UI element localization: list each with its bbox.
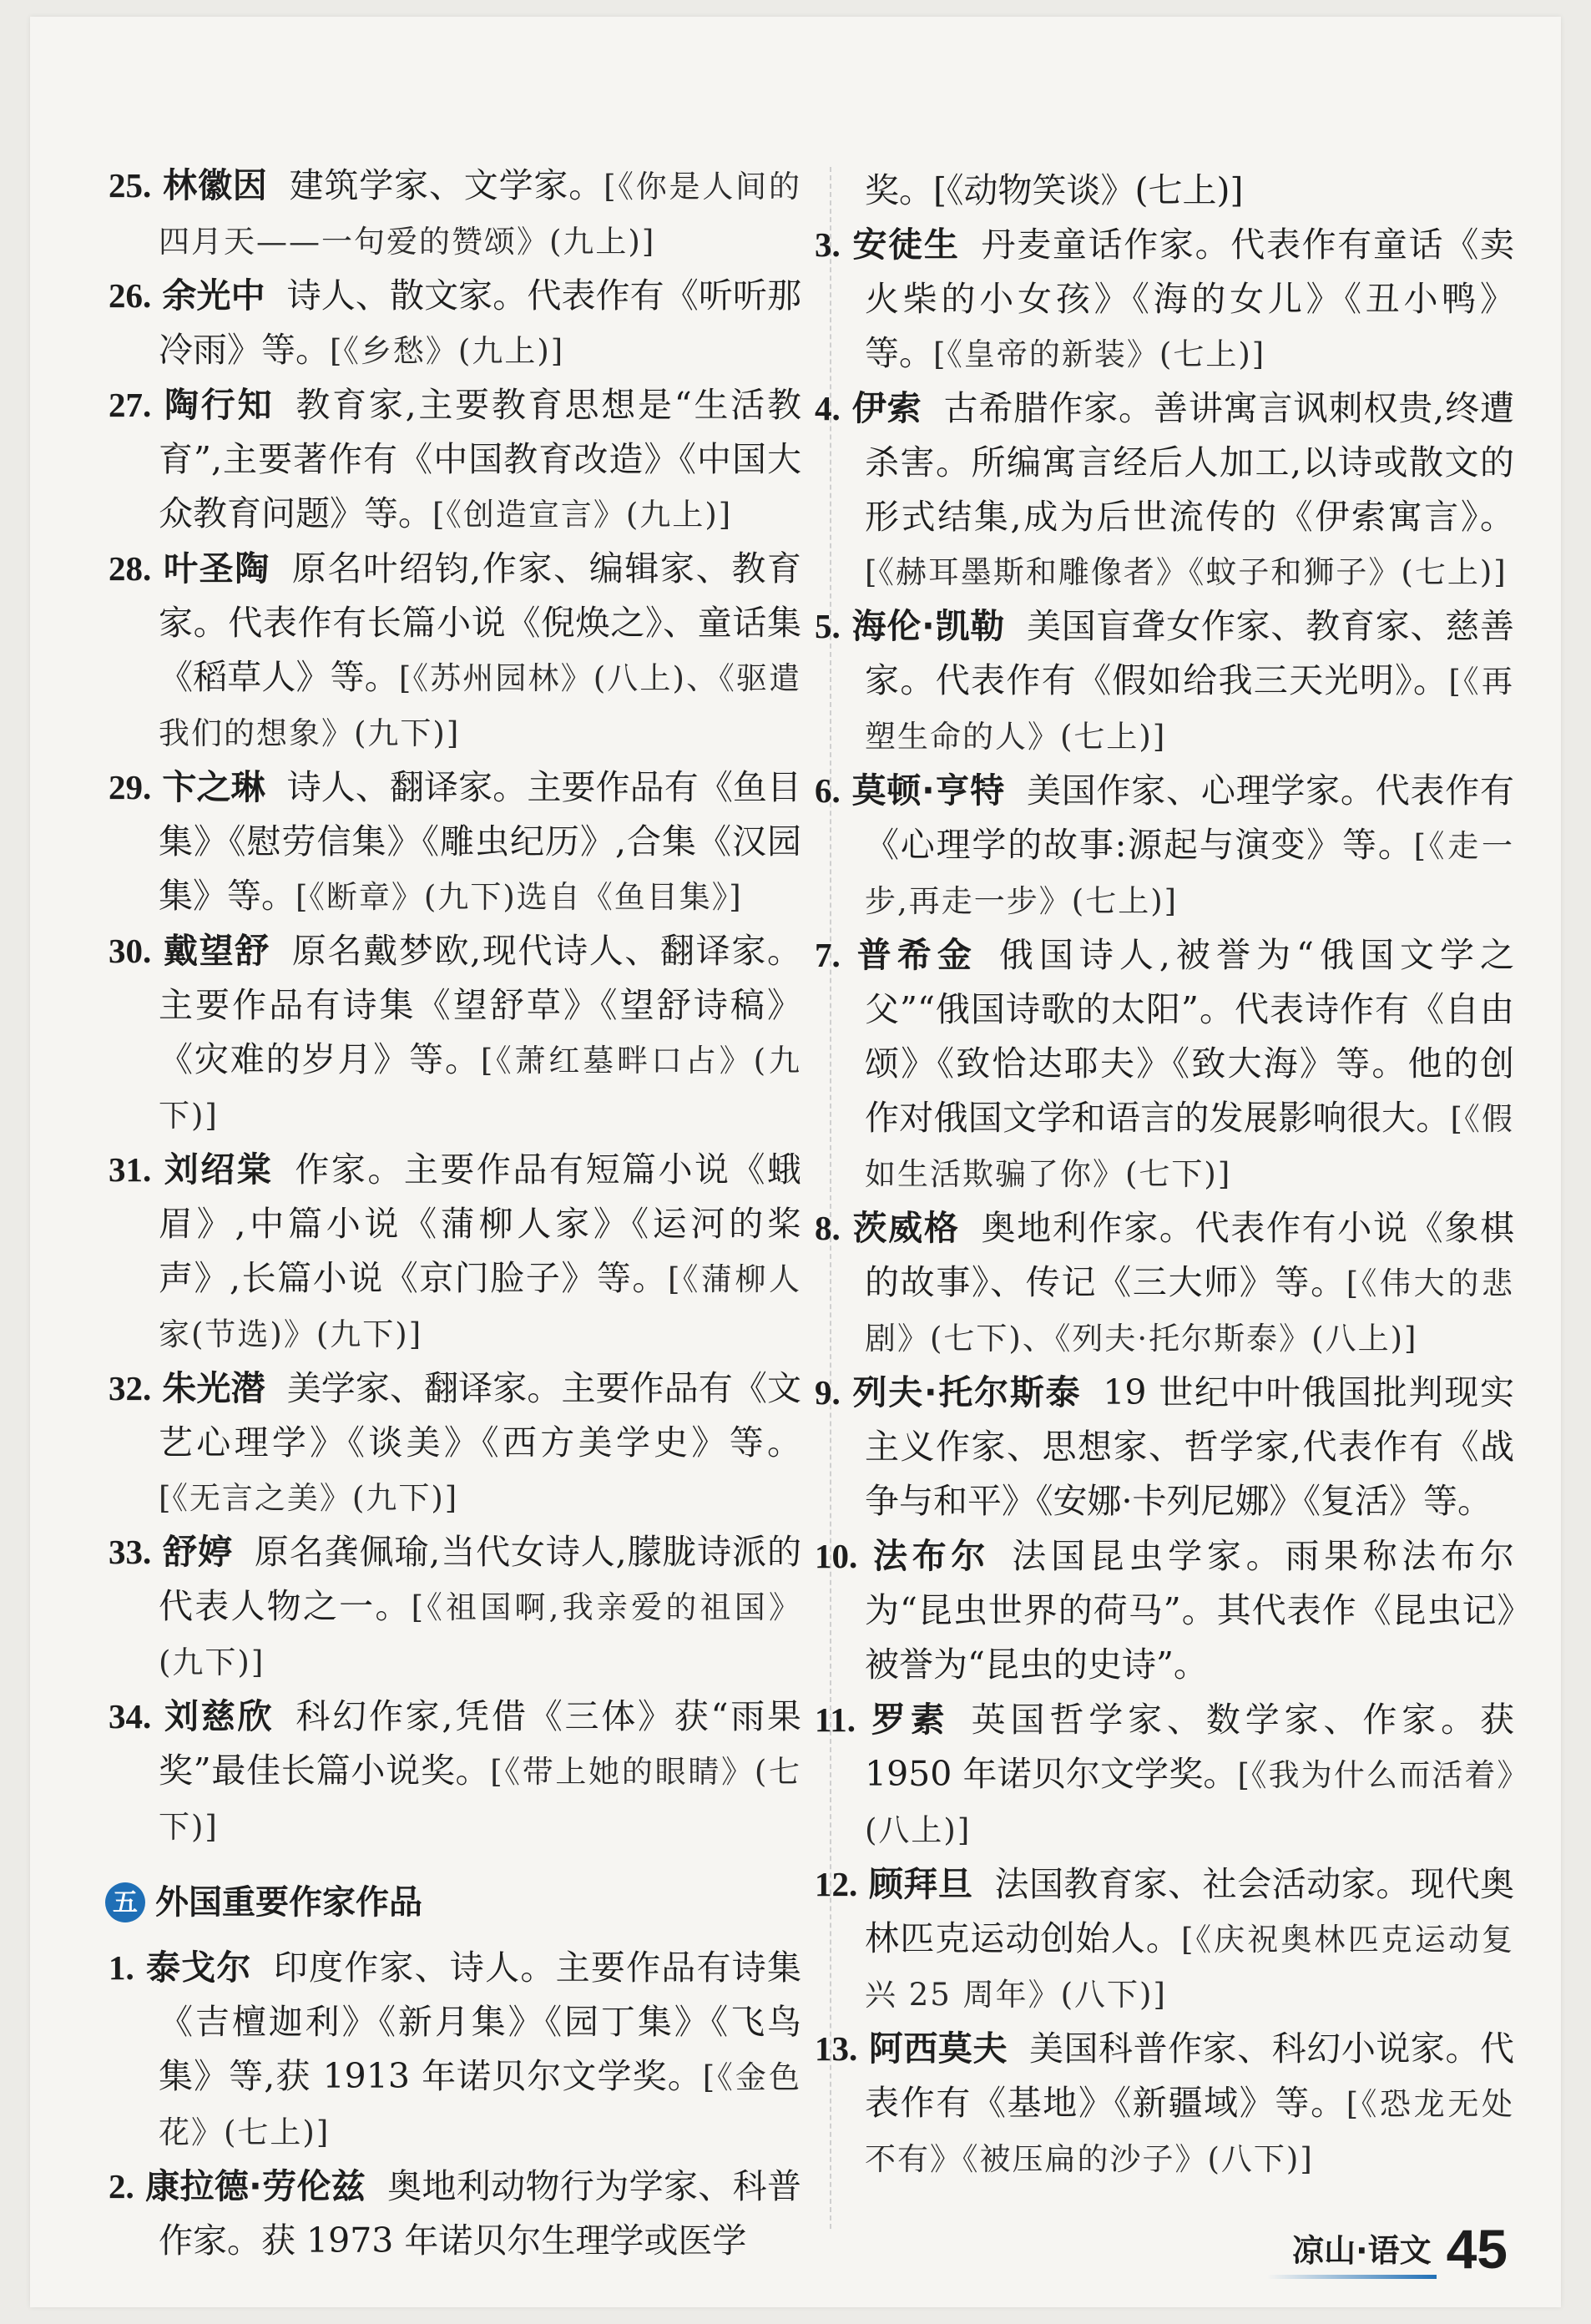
author-description: 美学家、翻译家。主要作品有《文艺心理学》《谈美》《西方美学史》等。 — [159, 1368, 802, 1463]
author-name: 莫顿·亨特 — [851, 770, 1005, 811]
textbook-reference: [《再塑生命的人》(七上)] — [865, 664, 1515, 755]
textbook-reference: [《走一步,再走一步》(七上)] — [865, 828, 1514, 919]
entry-number: 26. — [109, 276, 152, 315]
textbook-reference: [《金色花》(七上)] — [159, 2059, 801, 2150]
author-description: 印度作家、诗人。主要作品有诗集《吉檀迦利》《新月集》《园丁集》《飞鸟集》等,获 1913 年诺贝尔文学奖。 — [159, 1948, 802, 2096]
author-description: 美国作家、心理学家。代表作有《心理学的故事:源起与演变》等。 — [865, 770, 1515, 865]
textbook-reference: [《动物笑谈》(七上)] — [933, 170, 1244, 210]
author-name: 海伦·凯勒 — [851, 606, 1005, 646]
author-entry — [815, 764, 1514, 928]
author-entry — [815, 599, 1514, 764]
author-entry — [109, 1690, 801, 1854]
entry-number: 3. — [815, 225, 841, 264]
author-name: 陶行知 — [164, 385, 275, 425]
author-name: 伊索 — [851, 388, 922, 428]
entry-number: 10. — [815, 1537, 858, 1575]
entry-number: 28. — [109, 549, 152, 588]
author-description: 英国哲学家、数学家、作家。获 1950 年诺贝尔文学奖。 — [865, 1700, 1514, 1794]
textbook-reference: [《乡愁》(九上)] — [330, 333, 565, 369]
textbook-reference: [《祖国啊,我亲爱的祖国》(九下)] — [159, 1589, 802, 1680]
author-description: 教育家,主要教育思想是“生活教育”,主要著作有《中国教育改造》《中国大众教育问题》等。 — [159, 385, 801, 533]
author-entry — [109, 1143, 801, 1362]
author-entry — [815, 1366, 1514, 1529]
author-entry — [109, 760, 801, 924]
entry-number: 7. — [815, 936, 841, 974]
entry-number: 8. — [815, 1209, 841, 1247]
author-name: 顾拜旦 — [868, 1864, 973, 1904]
author-description: 建筑学家、文学家。 — [289, 165, 604, 205]
author-entry — [109, 924, 801, 1143]
author-entry — [109, 1941, 801, 2160]
author-entry — [815, 381, 1514, 599]
author-entry — [109, 1362, 801, 1525]
author-name: 阿西莫夫 — [868, 2028, 1008, 2069]
author-name: 朱光潜 — [162, 1368, 265, 1408]
textbook-reference: [《赫耳墨斯和雕像者》《蚊子和狮子》(七上)] — [865, 554, 1508, 590]
textbook-reference: [《苏州园林》(八上)、《驱遣我们的想象》(九下)] — [159, 660, 802, 751]
textbook-reference: [《创造宣言》(九上)] — [432, 497, 733, 533]
author-name: 列夫·托尔斯泰 — [852, 1372, 1082, 1412]
author-entry — [815, 218, 1514, 381]
entry-number: 11. — [815, 1700, 856, 1739]
page-footer — [1292, 2218, 1508, 2280]
author-name: 法布尔 — [873, 1536, 991, 1576]
author-description: 美国盲聋女作家、教育家、慈善家。代表作有《假如给我三天光明》。 — [865, 606, 1515, 700]
author-name: 卞之琳 — [162, 767, 265, 807]
author-name: 普希金 — [856, 935, 977, 975]
entry-number: 30. — [109, 932, 152, 970]
author-name: 茨威格 — [852, 1208, 960, 1248]
author-description: 法国昆虫学家。雨果称法布尔为“昆虫世界的荷马”。其代表作《昆虫记》被誉为“昆虫的史诗”。 — [865, 1536, 1514, 1685]
author-description: 科幻作家,凭借《三体》获“雨果奖”最佳长篇小说奖。 — [159, 1696, 801, 1791]
author-description: 作家。主要作品有短篇小说《蛾眉》,中篇小说《蒲柳人家》《运河的桨声》,长篇小说《京门脸子》等。 — [159, 1149, 801, 1298]
section-number-badge: 五 — [105, 1882, 145, 1922]
author-name: 戴望舒 — [163, 931, 270, 971]
author-name: 康拉德·劳伦兹 — [145, 2166, 366, 2206]
textbook-reference: [《无言之美》(九下)] — [159, 1480, 459, 1516]
textbook-reference: [《断章》(九下)选自《鱼目集》] — [295, 879, 743, 915]
author-name: 舒婷 — [163, 1532, 233, 1572]
textbook-reference: [《蒲柳人家(节选)》(九下)] — [159, 1261, 801, 1352]
author-entry — [109, 378, 801, 542]
author-entry — [109, 269, 801, 378]
author-description: 奥地利作家。代表作有小说《象棋的故事》、传记《三大师》等。 — [865, 1208, 1515, 1302]
textbook-page — [30, 17, 1561, 2307]
author-name: 刘绍棠 — [164, 1149, 274, 1190]
textbook-reference: [《萧红墓畔口占》(九下)] — [159, 1043, 801, 1134]
textbook-reference: [《假如生活欺骗了你》(七下)] — [865, 1101, 1514, 1192]
textbook-reference: [《伟大的悲剧》(七下)、《列夫·托尔斯泰》(八上)] — [865, 1266, 1515, 1357]
textbook-reference: [《我为什么而活着》(八上)] — [865, 1757, 1514, 1848]
textbook-reference: [《皇帝的新装》(七上)] — [933, 336, 1266, 372]
entry-number: 4. — [815, 389, 841, 427]
author-entry — [109, 1525, 801, 1690]
author-name: 罗素 — [871, 1700, 950, 1740]
author-entry — [815, 1529, 1514, 1693]
author-description: 原名叶绍钧,作家、编辑家、教育家。代表作有长篇小说《倪焕之》、童话集《稻草人》等。 — [159, 548, 801, 697]
entry-number: 5. — [815, 607, 841, 645]
right-column — [815, 164, 1514, 2186]
author-description: 古希腊作家。善讲寓言讽刺权贵,终遭杀害。所编寓言经后人加工,以诗或散文的形式结集,成为后世流传的《伊索寓言》。 — [865, 388, 1514, 537]
author-entry — [815, 2022, 1514, 2186]
author-name: 余光中 — [162, 275, 265, 316]
author-entry — [815, 928, 1514, 1201]
author-entry — [815, 1201, 1514, 1366]
textbook-reference: [《你是人间的四月天——一句爱的赞颂》(九上)] — [159, 169, 802, 260]
author-description: 美国科普作家、科幻小说家。代表作有《基地》《新疆域》等。 — [865, 2028, 1514, 2123]
entry-number: 25. — [109, 166, 152, 205]
author-name: 安徒生 — [852, 225, 960, 265]
author-name: 泰戈尔 — [146, 1948, 252, 1988]
author-entry — [109, 2160, 801, 2269]
author-entry — [109, 159, 801, 269]
author-name: 叶圣陶 — [163, 548, 270, 589]
page-number: 45 — [1446, 2218, 1508, 2280]
textbook-reference: [《带上她的眼睛》(七下)] — [159, 1754, 801, 1845]
author-description: 原名龚佩瑜,当代女诗人,朦胧诗派的代表人物之一。 — [159, 1532, 801, 1626]
entry-number: 6. — [815, 771, 841, 810]
footer-label: 凉山·语文 — [1292, 2225, 1431, 2274]
entry-number: 31. — [109, 1150, 152, 1189]
left-column — [109, 159, 801, 2269]
entry-number: 1. — [109, 1948, 134, 1987]
author-entry — [815, 1693, 1514, 1857]
author-description: 奥地利动物行为学家、科普作家。获 1973 年诺贝尔生理学或医学 — [159, 2166, 801, 2261]
author-entry — [815, 1857, 1514, 2022]
author-name: 刘慈欣 — [164, 1696, 275, 1736]
author-description: 19 世纪中叶俄国批判现实主义作家、思想家、哲学家,代表作有《战争与和平》《安娜·卡列尼娜》《复活》等。 — [865, 1372, 1514, 1521]
entry-number: 9. — [815, 1373, 841, 1412]
entry-number: 29. — [109, 768, 152, 806]
entry-number: 34. — [109, 1697, 152, 1735]
author-description: 诗人、翻译家。主要作品有《鱼目集》《慰劳信集》《雕虫纪历》,合集《汉园集》等。 — [159, 767, 802, 916]
textbook-reference: [《恐龙无处不有》《被压扁的沙子》(八下)] — [865, 2086, 1515, 2177]
author-description: 诗人、散文家。代表作有《听听那冷雨》等。 — [159, 275, 802, 370]
author-description: 丹麦童话作家。代表作有童话《卖火柴的小女孩》《海的女儿》《丑小鸭》等。 — [865, 225, 1515, 373]
entry-number: 33. — [109, 1533, 152, 1571]
author-entry — [109, 542, 801, 760]
continued-entry-text — [815, 164, 1514, 218]
entry-number: 32. — [109, 1369, 152, 1407]
author-description: 法国教育家、社会活动家。现代奥林匹克运动创始人。 — [865, 1864, 1514, 1958]
section-heading — [105, 1872, 801, 1932]
section-title: 外国重要作家作品 — [155, 1882, 422, 1922]
entry-number: 13. — [815, 2029, 858, 2068]
entry-number: 2. — [109, 2167, 134, 2205]
textbook-reference: [《庆祝奥林匹克运动复兴 25 周年》(八下)] — [865, 1922, 1515, 2013]
entry-number: 12. — [815, 1865, 858, 1903]
author-description: 奖。 — [865, 170, 933, 210]
author-description: 原名戴梦欧,现代诗人、翻译家。主要作品有诗集《望舒草》《望舒诗稿》《灾难的岁月》等。 — [159, 931, 801, 1079]
author-name: 林徽因 — [163, 165, 268, 205]
entry-number: 27. — [109, 386, 152, 424]
author-description: 俄国诗人,被誉为“俄国文学之父”“俄国诗歌的太阳”。代表诗作有《自由颂》《致恰达耶夫》《致大海》等。他的创作对俄国文学和语言的发展影响很大。 — [865, 935, 1514, 1138]
